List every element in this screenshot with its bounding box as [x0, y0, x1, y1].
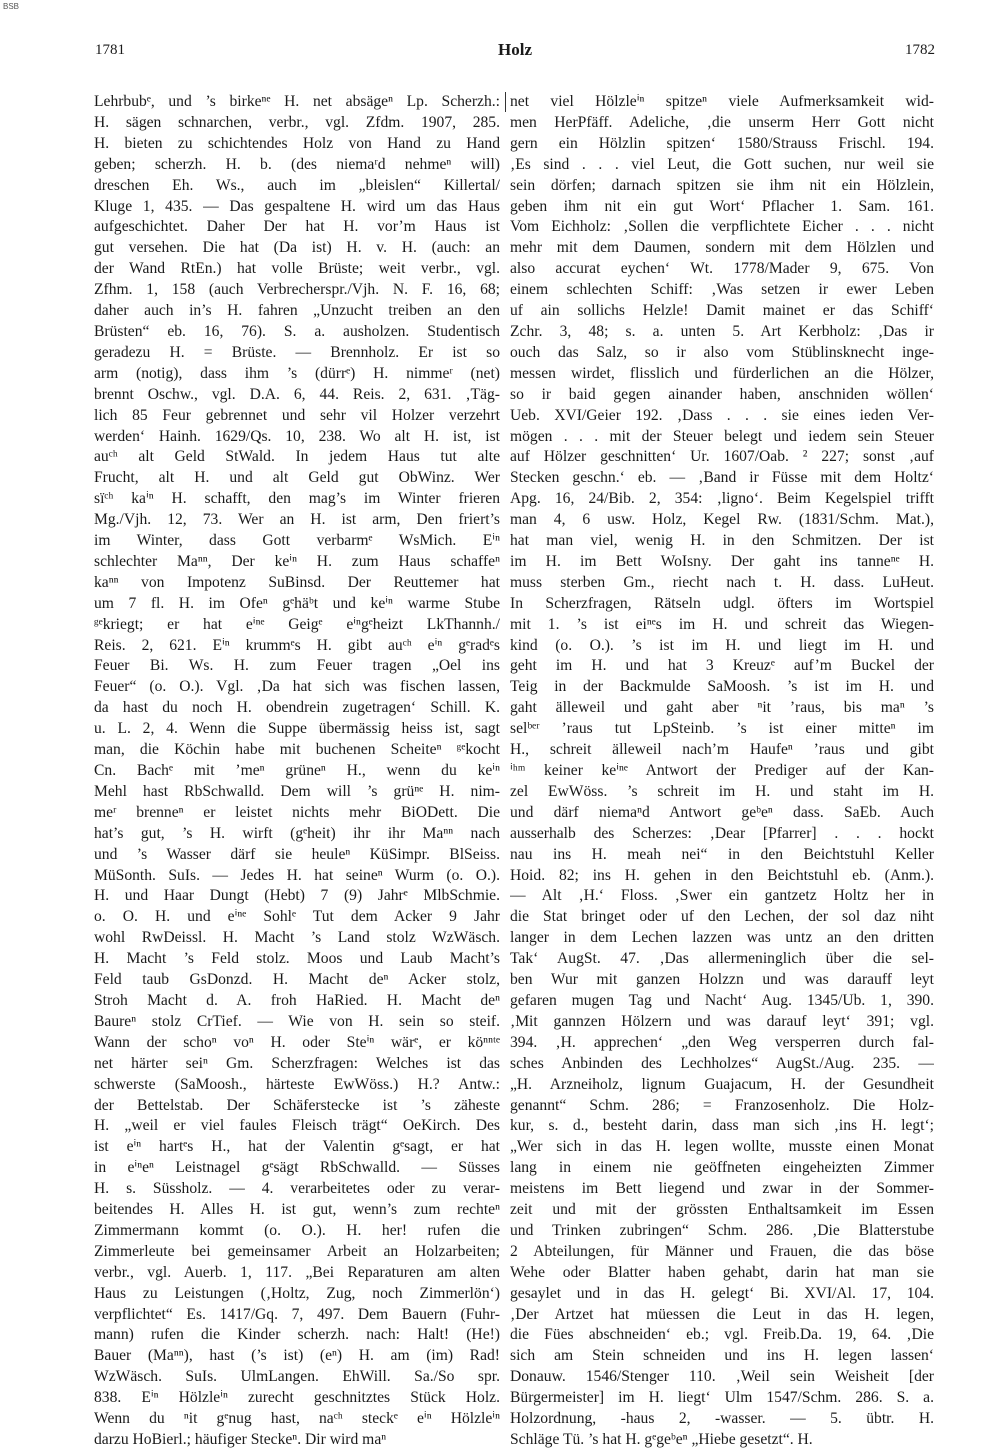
- text-line: mit 1. ’s ist eiⁿᵉs im H. und schreit das Wiegen-: [510, 615, 934, 633]
- text-line: sches Anbinden des Lechholzes“ AugSt./Aug. 235. —: [510, 1054, 934, 1072]
- text-line: um 7 fl. H. im Ofeⁿ gᵉhäᵇt und keⁱⁿ warme Stube: [94, 594, 500, 612]
- text-line: Donauw. 1546/Stenger 110. ‚Weil sein Weisheit [der: [510, 1368, 934, 1386]
- text-line: Feuer Bi. Ws. H. zum Feuer tragen „Oel ins: [94, 657, 500, 675]
- text-line: auᶜʰ alt Geld StWald. In jedem Haus tut alte: [94, 448, 500, 466]
- text-line: Schläge Tü. ’s hat H. gᵉgeᵇeⁿ „Hiebe gesetzt“. H.: [510, 1431, 813, 1448]
- text-line: der Bettelstab. Der Schäferstecke ist ’s zäheste: [94, 1096, 500, 1114]
- text-line: Zimmerleute bei gemeinsamer Arbeit an Holzarbeiten;: [94, 1242, 500, 1260]
- text-line: Mehl hast RbSchwalld. Dem will ’s grüⁿᵉ H. nim-: [94, 782, 500, 800]
- text-line: nau ins H. meah nei“ in den Beichtstuhl Keller: [510, 845, 934, 863]
- text-line: messen wirdet, flisslich und fürderlichen an die Hölzer,: [510, 364, 934, 382]
- text-line: H., schreit älleweil nach’m Haufeⁿ ’raus und gibt: [510, 741, 934, 759]
- text-line: MüSonth. SuIs. — Jedes H. hat seineⁿ Wurm (o. O.).: [94, 866, 500, 884]
- text-line: muss sterben Gm., riecht nach t. H. dass. LuHeut.: [510, 573, 934, 591]
- text-line: H. sägen schnarchen, verbr., vgl. Zfdm. 1907, 285.: [94, 113, 500, 131]
- text-line: Holzordnung, -haus 2, -wasser. — 5. übtr. H.: [510, 1410, 934, 1428]
- text-line: Feld taub GsDonzd. H. Macht deⁿ Acker stolz,: [94, 971, 500, 989]
- text-line: arm (notig), dass ihm ’s (dürrᵉ) H. nimmeʳ (net): [94, 364, 500, 382]
- text-line: WzWäsch. SuIs. UlmLangen. EhWill. Sa./So spr.: [94, 1368, 500, 1386]
- text-line: und därf niemaⁿd Antwort geᵇeⁿ dass. SaEb. Auch: [510, 803, 934, 821]
- text-line: Hoid. 82; ins H. gehen in den Beichtstuhl eb. (Anm.).: [510, 866, 934, 884]
- text-line: ‚Mit gannzen Hölzern und was darauf leyt‘ 391; vgl.: [510, 1012, 934, 1030]
- text-line: ist eⁱⁿ hartᵉs H., hat der Valentin gᵉsagt, er hat: [94, 1138, 500, 1156]
- text-line: beitendes H. Alles H. ist gut, wenn’s zum rechteⁿ: [94, 1201, 500, 1219]
- text-line: 2 Abteilungen, für Männer und Frauen, die das böse: [510, 1242, 934, 1260]
- text-line: selᵇᵉʳ ’raus tut LpSteinb. ’s ist einer mitteⁿ im: [510, 720, 934, 738]
- text-line: im Winter, dass Gott verbarmᵉ WsMich. Eⁱⁿ: [94, 532, 500, 550]
- text-line: ‚Es sind . . . viel Leut, die Gott suchen, nur weil sie: [510, 155, 934, 173]
- text-line: Ueb. XVI/Geier 192. ‚Dass . . . sie eines ieden Ver-: [510, 406, 934, 424]
- text-line: geht im H. und hat 3 Kreuzᵉ auf’m Buckel der: [510, 657, 934, 675]
- text-line: Reis. 2, 621. Eⁱⁿ krummᵉs H. gibt auᶜʰ eⁱⁿ gᵉradᵉs: [94, 636, 500, 654]
- text-line: aufgeschichtet. Daher Der hat H. vor’m Haus ist: [94, 218, 500, 236]
- text-line: kaⁿⁿ von Impotenz SuBinsd. Der Reuttemer hat: [94, 573, 500, 591]
- text-line: lich 85 Feur gebrennet und sehr vil Holzer verzehrt: [94, 406, 500, 424]
- text-line: Brüsten“ eb. 16, 76). S. a. ausholzen. Studentisch: [94, 322, 500, 340]
- column-divider: [505, 92, 506, 112]
- text-line: H. „weil er viel faules Fleisch trägt“ OeKirch. Des: [94, 1117, 500, 1135]
- text-line: 838. Eⁱⁿ Hölzleⁱⁿ zurecht geschnitztes Stück Holz.: [94, 1389, 500, 1407]
- text-line: die Fües abschneiden‘ eb.; vgl. Freib.Da. 19, 64. ‚Die: [510, 1326, 934, 1344]
- text-line: auf Hölzer geschnitten‘ Ur. 1607/Oab. ² 227; sonst ‚auf: [510, 448, 934, 466]
- text-line: kind (o. O.). ’s ist im H. und liegt im H. und: [510, 636, 934, 654]
- library-stamp: BSB: [3, 2, 20, 11]
- text-line: ben Wur mit ganzen Holzzn und was darauff leyt: [510, 971, 934, 989]
- text-line: darzu HoBierl.; häufiger Steckeⁿ. Dir wird maⁿ: [94, 1431, 387, 1448]
- text-line: mögen . . . mit der Steuer belegt und iedem sein Steuer: [510, 427, 934, 445]
- text-line: Tak‘ AugSt. 47. ‚Das allermeninglich über die sel-: [510, 950, 934, 968]
- text-line: Kluge 1, 435. — Das gespaltene H. wird um das Haus: [94, 197, 500, 215]
- text-line: In Scherzfragen, Rätseln udgl. öfters im Wortspiel: [510, 594, 934, 612]
- text-line: Zfhm. 1, 158 (auch Verbrecherspr./Vjh. N. F. 16, 68;: [94, 281, 500, 299]
- text-line: ausserhalb des Scherzes: ‚Dear [Pfarrer] . . . hockt: [510, 824, 934, 842]
- text-line: Wehe oder Blatter haben gehabt, darin hat man sie: [510, 1263, 934, 1281]
- text-line: sich am Stein schneiden und ins H. legen lassen‘: [510, 1347, 934, 1365]
- text-line: lang in einem nie geöffneten eingeheizten Zimmer: [510, 1159, 934, 1177]
- text-line: daher auch in’s H. fahren „Unzucht treiben an den: [94, 302, 500, 320]
- text-line: o. O. H. und eⁱⁿᵉ Sohlᵉ Tut dem Acker 9 Jahr: [94, 908, 500, 926]
- text-line: einem schlechten Schiff: ‚Was setzen ir ewer Leben: [510, 281, 934, 299]
- text-line: schwerste (SaMoosh., härteste EwWöss.) H.? Antw.:: [94, 1075, 500, 1093]
- text-line: Zchr. 3, 48; s. a. unten 5. Art Kerbholz: ‚Das ir: [510, 322, 934, 340]
- text-line: „Wer sich in das H. legen wollte, musste einen Monat: [510, 1138, 934, 1156]
- text-line: hat man viel, wenig H. in den Schmitzen. Der ist: [510, 532, 934, 550]
- text-line: genannt“ Schm. 286; = Franzosenholz. Die Holz-: [510, 1096, 934, 1114]
- text-line: 394. ‚H. apprechen‘ „den Weg versperren durch fal-: [510, 1033, 934, 1051]
- text-line: Teig in der Backmulde SaMoosh. ’s ist im H. und: [510, 678, 934, 696]
- text-line: meistens im Bett liegend und zwar in der Sommer-: [510, 1180, 934, 1198]
- text-line: so ir baid gegen ainander haben, anschniden wöllen‘: [510, 385, 934, 403]
- text-line: H. s. Süssholz. — 4. verarbeitetes oder zu verar-: [94, 1180, 500, 1198]
- text-line: Stecken geschn.‘ eb. — ‚Band ir Füsse mit dem Holtz‘: [510, 469, 934, 487]
- text-line: H. bieten zu schichtendes Holz von Hand zu Hand: [94, 134, 500, 152]
- text-line: man 4, 6 usw. Holz, Kegel Rw. (1831/Schm. Mat.),: [510, 511, 934, 529]
- text-line: Wenn du ⁿit gᵉnug hast, naᶜʰ steckᵉ eⁱⁿ Hölzleⁱⁿ: [94, 1410, 500, 1428]
- text-line: mann) rufen die Kinder scherzh. nach: Halt! (He!): [94, 1326, 500, 1344]
- text-line: men HerPfäff. Adeliche, ‚die unserm Herr Gott nicht: [510, 113, 934, 131]
- text-line: Feuer“ (o. O.). Vgl. ‚Da hat sich was fischen lassen,: [94, 678, 500, 696]
- text-line: geben; scherzh. H. b. (des niemaʳd nehmeⁿ will): [94, 155, 500, 173]
- text-line: geradezu H. = Brüste. — Brennholz. Er ist so: [94, 343, 500, 361]
- text-line: man, die Köchin habe mit buchenen Scheiteⁿ ᵍᵉkocht: [94, 741, 500, 759]
- text-line: meʳ brenneⁿ er leistet nichts mehr BiODett. Die: [94, 803, 500, 821]
- text-line: uf ain sollichs Helzle! Damit mainet er das Schiff‘: [510, 302, 934, 320]
- text-line: Wann der schoⁿ voⁿ H. oder Steⁱⁿ wärᵉ, er köⁿⁿᵗᵉ: [94, 1033, 500, 1051]
- text-line: ‚Der Artzet hat müessen die Leut in das H. legen,: [510, 1305, 934, 1323]
- text-line: gaht älleweil und gaht aber ⁿit ’raus, bis maⁿ ’s: [510, 699, 934, 717]
- text-line: also accurat eychen‘ Wt. 1778/Mader 9, 675. Von: [510, 260, 934, 278]
- text-line: sein dörfen; darnach spitzen sie ihm nit ein Hölzlein,: [510, 176, 934, 194]
- text-line: da hast du noch H. obendrein zugetragen‘ Schill. K.: [94, 699, 500, 717]
- text-line: verbr., vgl. Auerb. 1, 117. „Bei Reparaturen am alten: [94, 1263, 500, 1281]
- text-line: in eⁱⁿeⁿ Leistnagel gᵉsägt RbSchwalld. — Süsses: [94, 1159, 500, 1177]
- text-line: mehr mit dem Daumen, sondern mit dem Hölzlen und: [510, 239, 934, 257]
- text-line: Cn. Bachᵉ mit ’meⁿ grüneⁿ H., wenn du keⁱⁿ: [94, 762, 500, 779]
- text-line: — Alt ‚H.‘ Floss. ‚Swer ein gantzetz Holtz her in: [510, 887, 934, 905]
- text-line: gern ein Hölzlin spitzen‘ 1580/Strauss Frischl. 194.: [510, 134, 934, 152]
- text-line: zeit und mit der grössten Enthaltsamkeit im Essen: [510, 1201, 934, 1219]
- text-line: gesaylet und in das H. gelegt‘ Bi. XVI/Al. 17, 104.: [510, 1284, 934, 1302]
- text-line: gefaren mugen Tag und Nacht‘ Aug. 1345/Ub. 1, 390.: [510, 991, 934, 1009]
- text-line: ⁱʰᵐ keiner keⁱⁿᵉ Antwort der Prediger auf der Kan-: [510, 762, 934, 779]
- text-line: hat’s gut, ’s H. wirft (gᵉheit) ihr ihr Maⁿⁿ nach: [94, 824, 500, 842]
- text-line: gut versehen. Die hat (Da ist) H. v. H. (auch: an: [94, 239, 500, 257]
- running-headword: Holz: [498, 40, 532, 59]
- text-line: Frucht, alt H. und alt Geld gut ObWinz. Wer: [94, 469, 500, 487]
- text-line: Stroh Macht d. A. froh HaRied. H. Macht deⁿ: [94, 991, 500, 1009]
- right-column-number: 1782: [905, 42, 935, 58]
- text-line: net härter seiⁿ Gm. Scherzfragen: Welches ist das: [94, 1054, 500, 1072]
- page-header: [95, 42, 935, 66]
- left-text-column: [94, 92, 500, 1451]
- text-line: H. Macht ’s Feld stolz. Moos und Laub Macht’s: [94, 950, 500, 968]
- text-line: kur, s. d., besteht darin, dass man sich ‚ins H. legt‘;: [510, 1117, 934, 1135]
- right-text-column: [510, 92, 934, 1451]
- text-line: u. L. 2, 4. Wenn die Suppe übermässig heiss ist, sagt: [94, 720, 500, 738]
- text-line: „H. Arzneiholz, lignum Guajacum, H. der Gesundheit: [510, 1075, 934, 1093]
- text-line: net viel Hölzleⁱⁿ spitzeⁿ viele Aufmerksamkeit wid-: [510, 93, 934, 110]
- text-line: werden‘ Hainh. 1629/Qs. 10, 238. Wo alt H. ist, ist: [94, 427, 500, 445]
- text-line: H. und Haar Dungt (Hebt) 7 (9) Jahrᵉ MlbSchmie.: [94, 887, 500, 905]
- text-line: Baureⁿ stolz CrTief. — Wie von H. sein so steif.: [94, 1012, 500, 1030]
- text-line: wohl RwDeissl. H. Macht ’s Land stolz WzWäsch.: [94, 929, 500, 947]
- text-line: verpflichtet“ Es. 1417/Gq. 7, 497. Dem Bauern (Fuhr-: [94, 1305, 500, 1323]
- text-line: im H. im Bett WoIsny. Der gaht ins tanneⁿᵉ H.: [510, 552, 934, 570]
- text-line: und Trinken zubringen“ Schm. 286. ‚Die Blatterstube: [510, 1221, 934, 1239]
- text-line: Zimmermann kommt (o. O.). H. her! rufen die: [94, 1221, 500, 1239]
- text-line: Bauer (Maⁿⁿ), hast (’s ist) (eⁿ) H. am (im) Rad!: [94, 1347, 500, 1365]
- text-line: langer in dem Lechen lazzen was untz an den dritten: [510, 929, 934, 947]
- text-line: ouch das Salz, so ir also vom Stüblinsknecht inge-: [510, 343, 934, 361]
- text-line: die Stat bringet oder uf den Lechen, der sol daz niht: [510, 908, 934, 926]
- text-line: Haus zu Leistungen (‚Holtz, Zug, noch Zimmerlön‘): [94, 1284, 500, 1302]
- left-column-number: 1781: [95, 42, 125, 58]
- text-line: und ’s Wasser därf sie heuleⁿ KüSimpr. BlSeiss.: [94, 845, 500, 863]
- text-line: sïᶜʰ kaⁱⁿ H. schafft, den mag’s im Winter frieren: [94, 490, 500, 508]
- text-line: Bürgermeister] im H. liegt‘ Ulm 1547/Schm. 286. S. a.: [510, 1389, 934, 1407]
- text-line: schlechter Maⁿⁿ, Der keⁱⁿ H. zum Haus schaffeⁿ: [94, 552, 500, 570]
- text-line: dreschen Eh. Ws., auch im „bleislen“ Killertal/: [94, 176, 500, 194]
- text-line: Mg./Vjh. 12, 73. Wer an H. ist arm, Den friert’s: [94, 511, 500, 529]
- text-line: der Wand RtEn.) hat volle Brüste; weit verbr., vgl.: [94, 260, 500, 278]
- text-line: Lehrbubᵉ, und ’s birkeⁿᵉ H. net absägeⁿ Lp. Scherzh.:: [94, 93, 500, 110]
- text-line: zel EwWöss. ’s schreit im H. und staht im H.: [510, 782, 934, 800]
- text-line: ᵍᵉkriegt; er hat eⁱⁿᵉ Geigᵉ eⁱⁿgᵉheizt LkThannh./: [94, 615, 500, 633]
- text-line: brennt Oschw., vgl. D.A. 6, 44. Reis. 2, 631. ‚Täg-: [94, 385, 500, 403]
- text-line: Vom Eichholz: ‚Sollen die verpflichtete Eicher . . . nicht: [510, 218, 934, 236]
- text-line: geben ihm nit ein gut Wort‘ Pflacher 1. Sam. 161.: [510, 197, 934, 215]
- text-line: Apg. 16, 24/Bib. 2, 354: ‚ligno‘. Beim Kegelspiel trifft: [510, 490, 934, 508]
